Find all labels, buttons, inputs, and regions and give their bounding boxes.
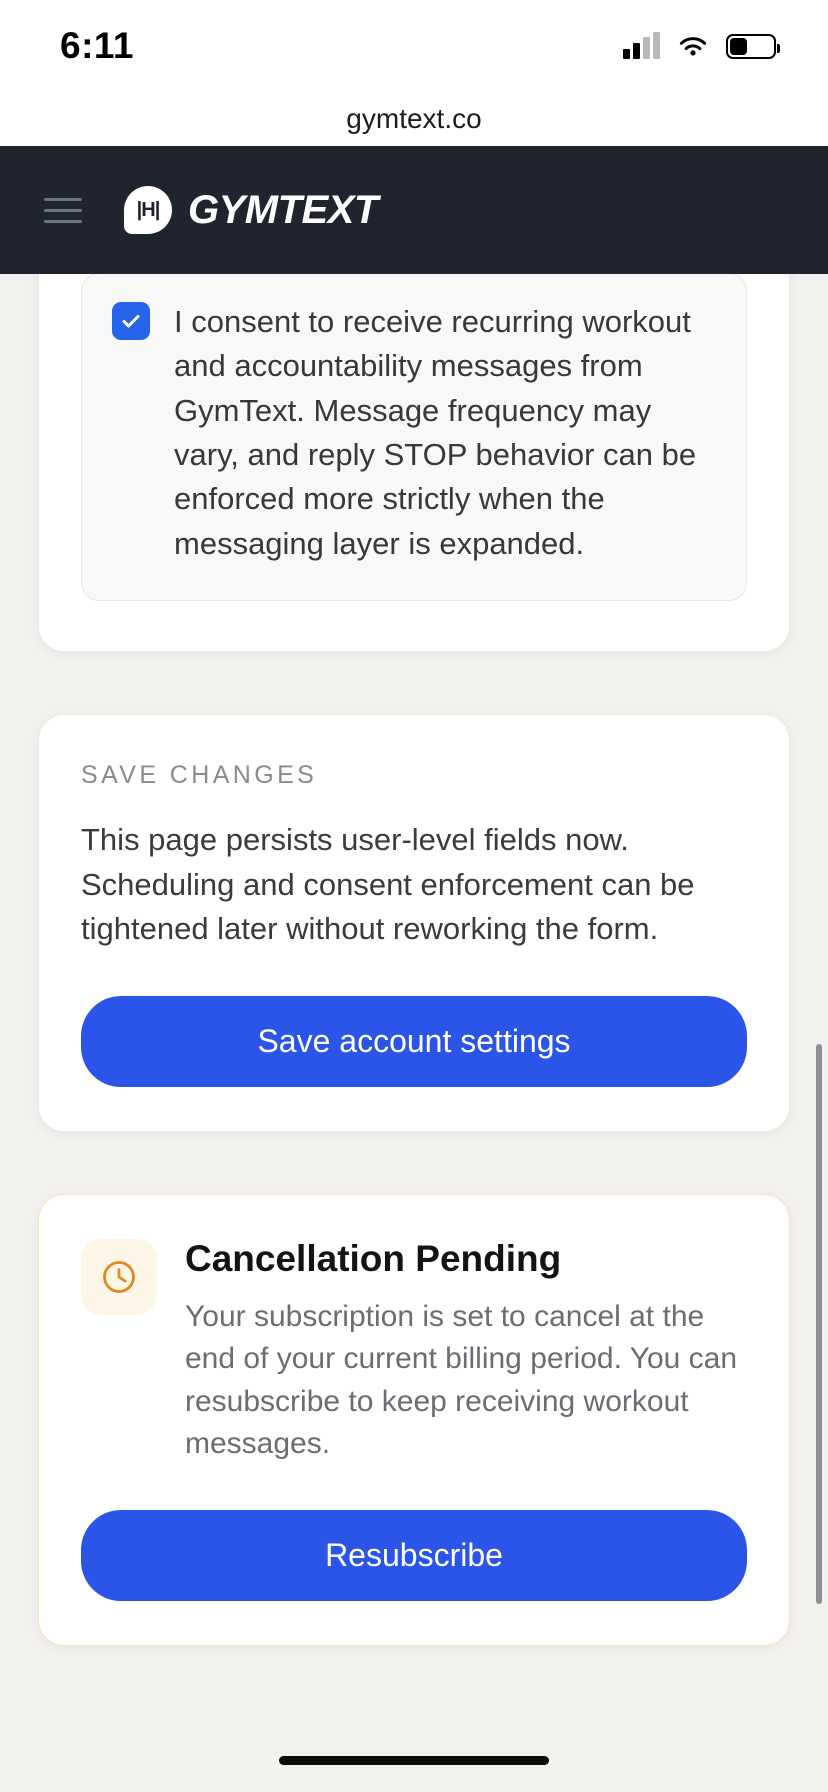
page-content: [0, 274, 828, 1728]
save-section-label: SAVE CHANGES: [81, 760, 318, 789]
browser-url-bar[interactable]: [0, 92, 828, 146]
cancellation-body: Your subscription is set to cancel at the end of your current billing period. You can resubscribe to keep receiving workout messages.: [185, 1299, 738, 1461]
consent-card: [38, 274, 790, 652]
consent-text: I consent to receive recurring workout and accountability messages from GymText. Message frequency may vary, and reply STOP behavior can be enforced more strictly when the messaging layer is expanded.: [174, 304, 697, 561]
save-account-settings-button[interactable]: Save account settings: [81, 996, 747, 1087]
save-changes-card: [38, 714, 790, 1132]
brand-logo[interactable]: [124, 186, 378, 234]
status-indicators: [623, 33, 776, 59]
consent-box: [81, 274, 747, 601]
cancellation-pending-card: [38, 1194, 790, 1646]
cancellation-header: [81, 1239, 747, 1466]
app-header: [0, 146, 828, 274]
logo-glyph: |H|: [136, 198, 160, 221]
hamburger-menu-icon[interactable]: [44, 198, 82, 223]
consent-checkbox[interactable]: [112, 302, 150, 340]
battery-icon: [726, 34, 776, 59]
clock-icon: [81, 1239, 157, 1315]
home-indicator[interactable]: [0, 1728, 828, 1792]
cancellation-title: Cancellation Pending: [185, 1237, 562, 1279]
resubscribe-button[interactable]: Resubscribe: [81, 1510, 747, 1601]
status-clock: 6:11: [60, 25, 135, 66]
wifi-icon: [676, 33, 710, 59]
brand-name: GYMTEXT: [188, 187, 378, 232]
gymtext-bubble-logo-icon: [124, 186, 172, 234]
save-description: This page persists user-level fields now. Scheduling and consent enforcement can be tightened later without reworking the form.: [81, 821, 695, 947]
status-bar: [0, 0, 828, 92]
url-text: gymtext.co: [346, 103, 482, 134]
vertical-scrollbar[interactable]: [816, 1044, 822, 1604]
cellular-signal-icon: [623, 33, 660, 59]
